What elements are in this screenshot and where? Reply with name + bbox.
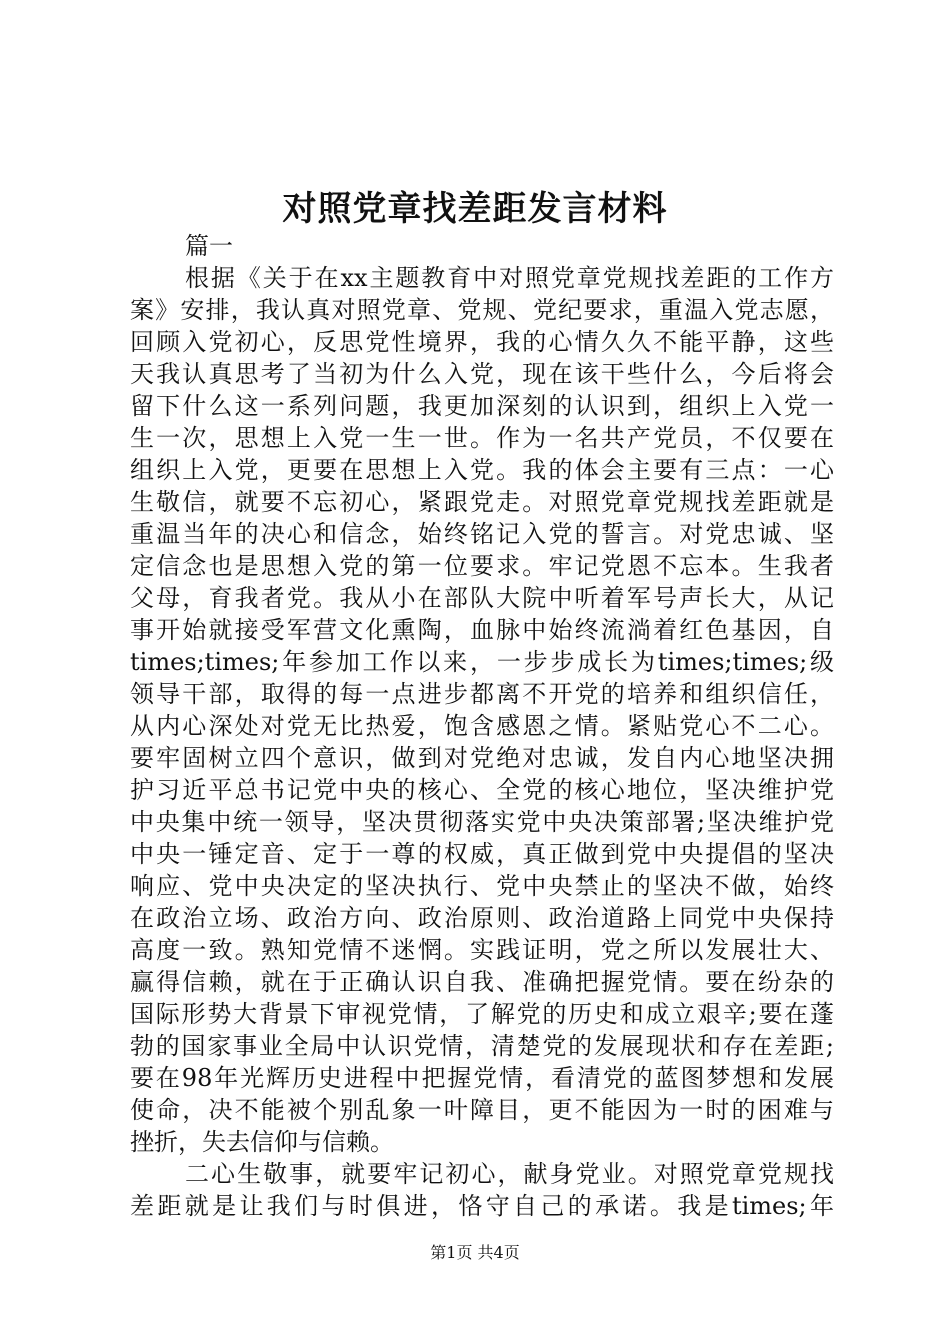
body-line: 要牢固树立四个意识，做到对党绝对忠诚，发自内心地坚决拥 [130,744,834,772]
body-line: 挫折，失去信仰与信赖。 [130,1128,394,1156]
body-line: 案》安排，我认真对照党章、党规、党纪要求，重温入党志愿， [130,296,834,324]
body-line: 天我认真思考了当初为什么入党，现在该干些什么，今后将会 [130,360,834,388]
body-line: 根据《关于在xx主题教育中对照党章党规找差距的工作方 [185,264,834,292]
body-line: times;times;年参加工作以来，一步步成长为times;times;级 [130,648,834,676]
body-line: 赢得信赖，就在于正确认识自我、准确把握党情。要在纷杂的 [130,968,834,996]
body-line: 高度一致。熟知党情不迷惘。实践证明，党之所以发展壮大、 [130,936,834,964]
body-line: 从内心深处对党无比热爱，饱含感恩之情。紧贴党心不二心。 [130,712,834,740]
body-line: 事开始就接受军营文化熏陶，血脉中始终流淌着红色基因，自 [130,616,834,644]
body-line: 回顾入党初心，反思党性境界，我的心情久久不能平静，这些 [130,328,834,356]
body-line: 差距就是让我们与时俱进，恪守自己的承诺。我是times;年 [130,1192,834,1220]
body-line: 生敬信，就要不忘初心，紧跟党走。对照党章党规找差距就是 [130,488,834,516]
body-line: 护习近平总书记党中央的核心、全党的核心地位，坚决维护党 [130,776,834,804]
document-title: 对照党章找差距发言材料 [282,189,668,229]
body-line: 组织上入党，更要在思想上入党。我的体会主要有三点：一心 [130,456,834,484]
body-line: 父母，育我者党。我从小在部队大院中听着军号声长大，从记 [130,584,834,612]
body-line: 在政治立场、政治方向、政治原则、政治道路上同党中央保持 [130,904,834,932]
body-line: 响应、党中央决定的坚决执行、党中央禁止的坚决不做，始终 [130,872,834,900]
body-line: 领导干部，取得的每一点进步都离不开党的培养和组织信任， [130,680,834,708]
body-line: 要在98年光辉历史进程中把握党情，看清党的蓝图梦想和发展 [130,1064,834,1092]
body-line: 使命，决不能被个别乱象一叶障目，更不能因为一时的困难与 [130,1096,834,1124]
body-line: 生一次，思想上入党一生一世。作为一名共产党员，不仅要在 [130,424,834,452]
body-line: 留下什么这一系列问题，我更加深刻的认识到，组织上入党一 [130,392,834,420]
document-body [130,230,834,1222]
section-heading: 篇一 [185,232,233,260]
body-line: 定信念也是思想入党的第一位要求。牢记党恩不忘本。生我者 [130,552,834,580]
body-line: 国际形势大背景下审视党情，了解党的历史和成立艰辛;要在蓬 [130,1000,834,1028]
body-line: 中央一锤定音、定于一尊的权威，真正做到党中央提倡的坚决 [130,840,834,868]
body-line: 二心生敬事，就要牢记初心，献身党业。对照党章党规找 [185,1160,834,1188]
body-line: 中央集中统一领导，坚决贯彻落实党中央决策部署;坚决维护党 [130,808,834,836]
page-number: 第1页 共4页 [430,1243,520,1262]
body-line: 勃的国家事业全局中认识党情，清楚党的发展现状和存在差距; [130,1032,834,1060]
body-line: 重温当年的决心和信念，始终铭记入党的誓言。对党忠诚、坚 [130,520,834,548]
